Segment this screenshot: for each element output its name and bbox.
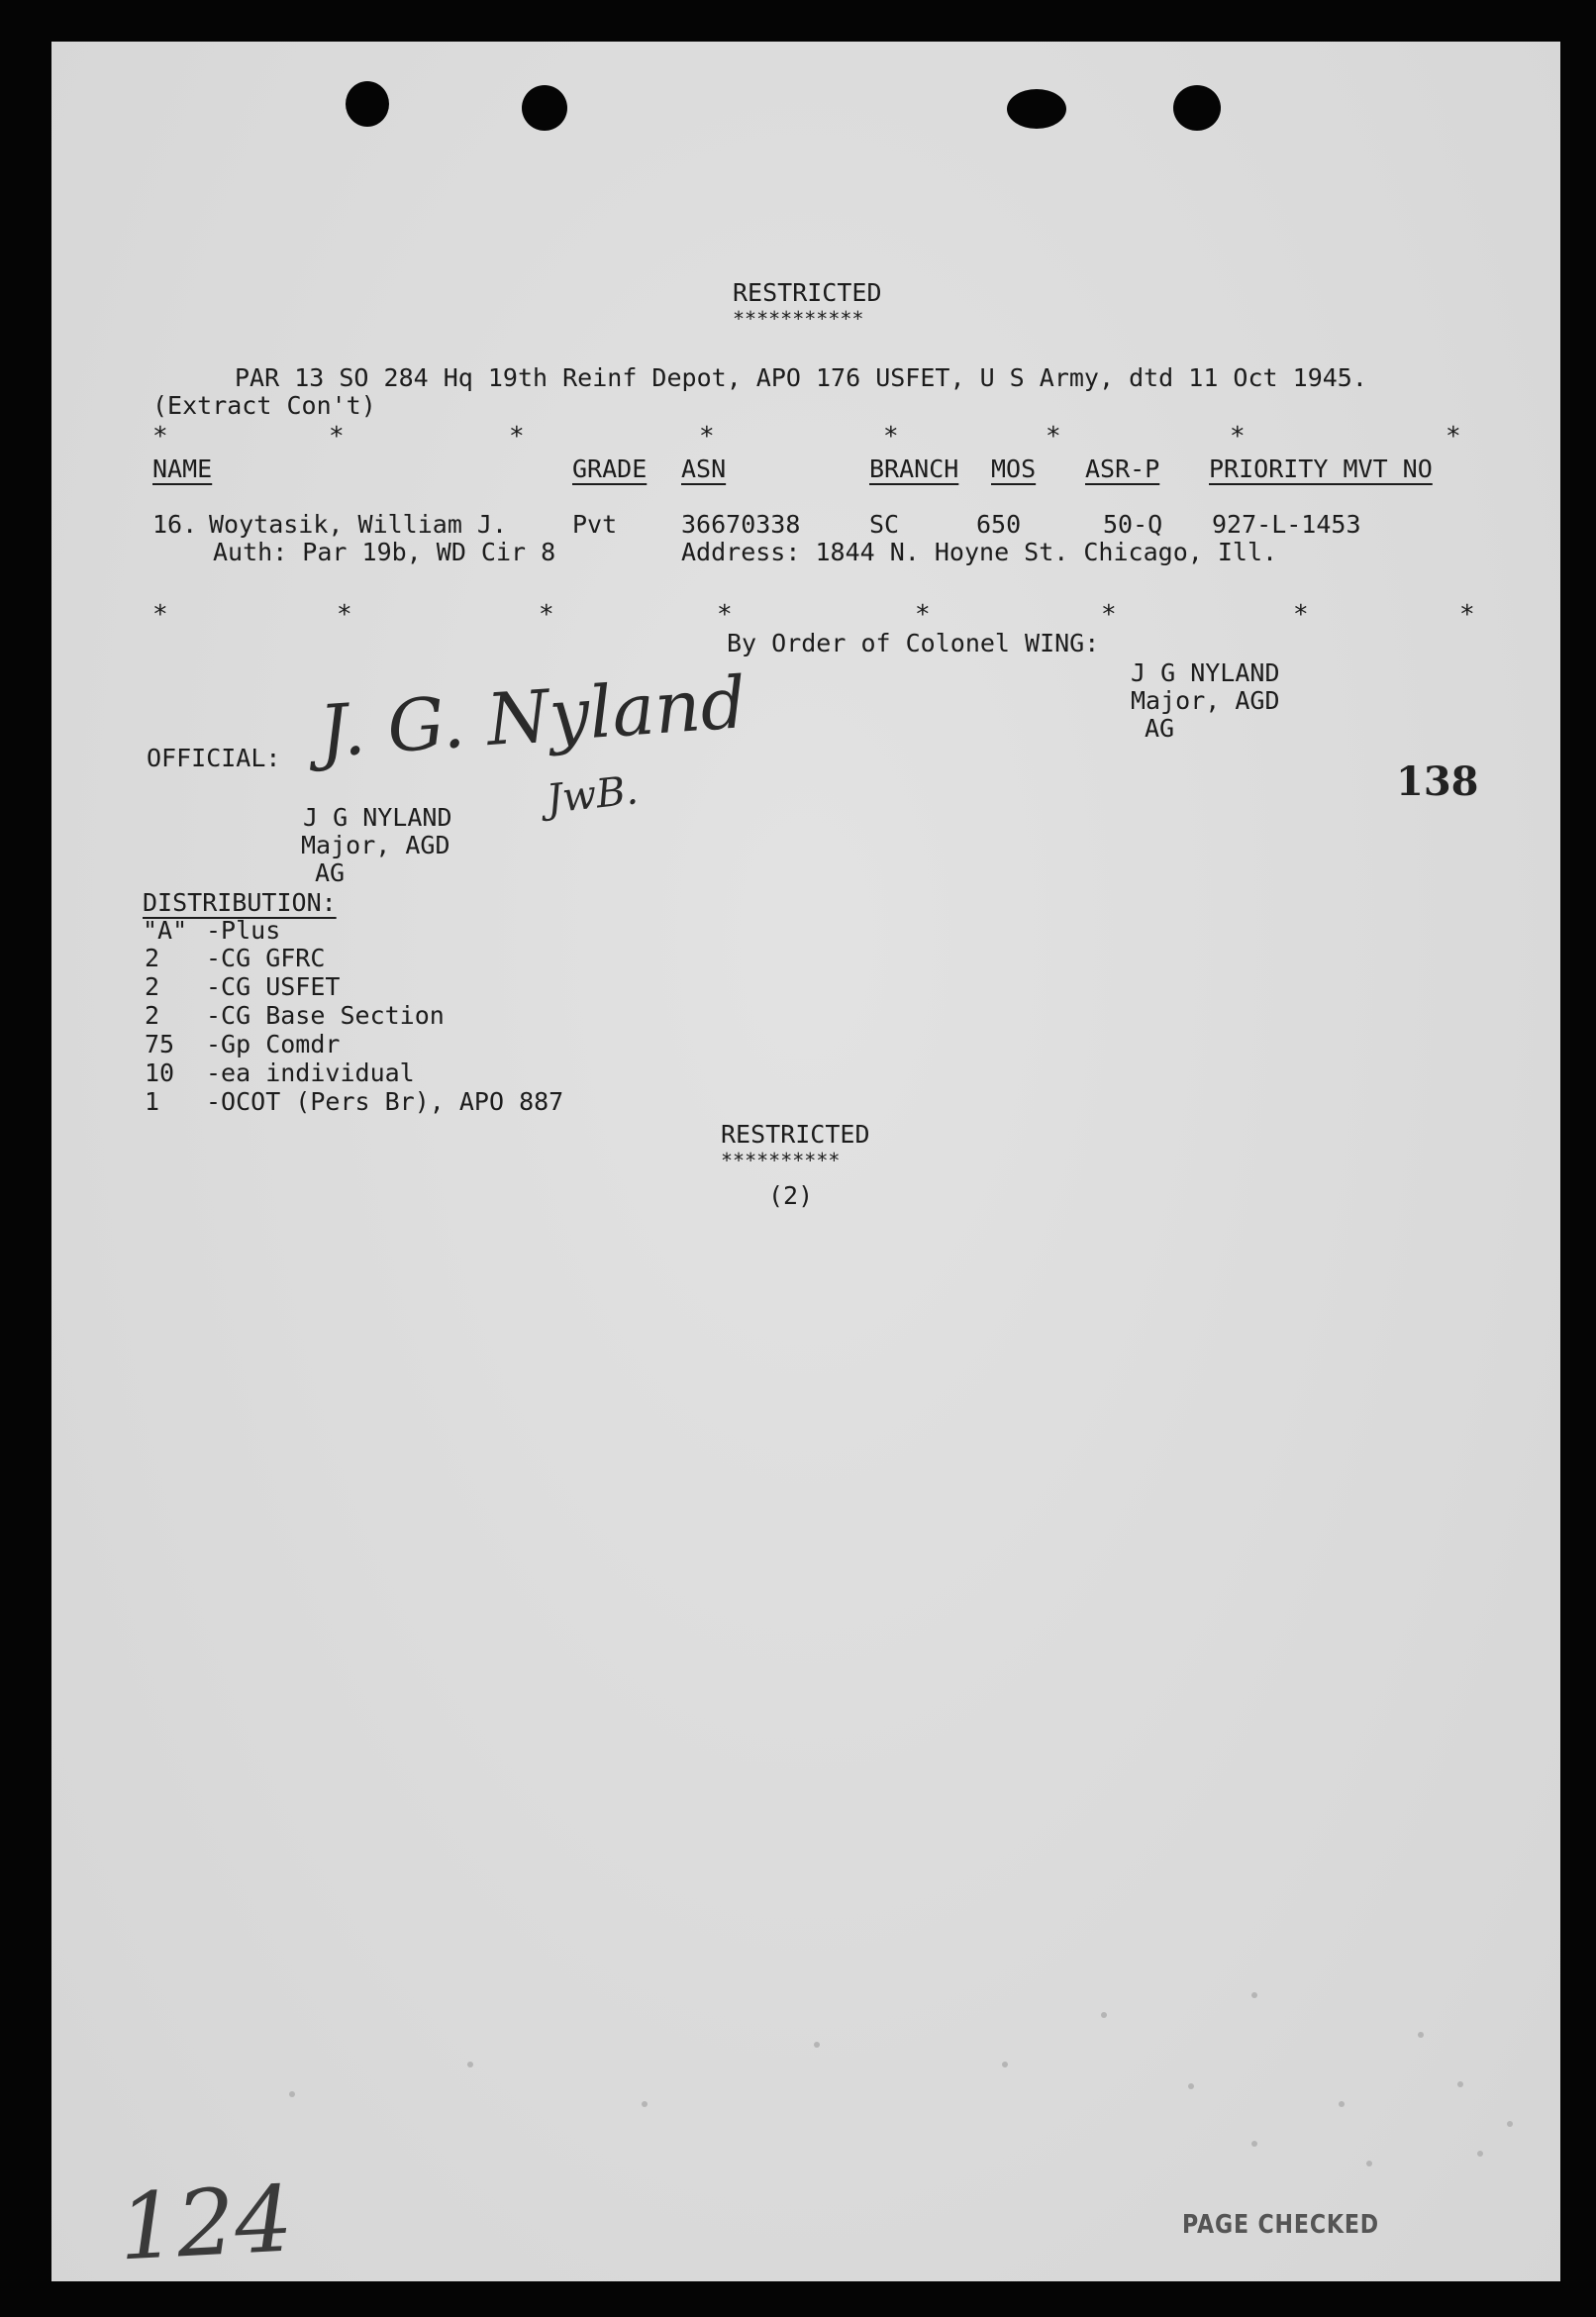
speck [1366, 2161, 1372, 2166]
dist-count: 2 [145, 1001, 160, 1030]
dist-count: 2 [145, 944, 160, 972]
signature: J. G. Nyland [316, 660, 749, 773]
speck [1418, 2032, 1424, 2038]
handwritten-number: 124 [116, 2166, 296, 2281]
asterisk: * [915, 600, 931, 630]
punch-hole [1173, 85, 1221, 131]
row-address: Address: 1844 N. Hoyne St. Chicago, Ill. [681, 538, 1278, 566]
dist-dest: -CG USFET [206, 972, 341, 1001]
dist-count: "A" [143, 916, 188, 945]
speck [814, 2042, 820, 2048]
header-stars: *********** [733, 307, 864, 331]
speck [1101, 2012, 1107, 2018]
header-classification: RESTRICTED [733, 278, 882, 307]
asterisk: * [717, 600, 733, 630]
punch-hole [1007, 89, 1066, 129]
row-asn: 36670338 [681, 510, 801, 539]
order-signer-rank: Major, AGD [1131, 686, 1280, 715]
col-asr-p: ASR-P [1085, 454, 1160, 483]
col-name: NAME [152, 454, 213, 483]
signature-initials: JwB. [544, 767, 641, 823]
speck [1251, 2141, 1257, 2147]
dist-dest: -Plus [206, 916, 281, 945]
row-branch: SC [869, 510, 900, 539]
asterisk: * [699, 422, 715, 452]
asterisk: * [1046, 422, 1061, 452]
dist-dest: -CG GFRC [206, 944, 326, 972]
speck [1507, 2121, 1513, 2127]
asterisk: * [152, 422, 168, 452]
col-branch: BRANCH [869, 454, 959, 483]
dist-count: 2 [145, 972, 160, 1001]
speck [1339, 2101, 1345, 2107]
speck [1477, 2151, 1483, 2157]
official-rank: Major, AGD [301, 831, 450, 859]
by-order-line: By Order of Colonel WING: [727, 629, 1100, 657]
row-number: 16. [152, 510, 198, 539]
dist-dest: -ea individual [206, 1058, 415, 1087]
extract-note: (Extract Con't) [152, 391, 376, 420]
order-signer-title: AG [1145, 714, 1175, 743]
page-checked-stamp: PAGE CHECKED [1182, 2210, 1380, 2240]
document-page [51, 42, 1560, 2281]
punch-hole [346, 81, 389, 127]
footer-classification: RESTRICTED [721, 1120, 870, 1149]
asterisk: * [1446, 422, 1461, 452]
asterisk: * [329, 422, 345, 452]
distribution-heading: DISTRIBUTION: [143, 888, 337, 917]
asterisk: * [1230, 422, 1246, 452]
official-label: OFFICIAL: [147, 744, 281, 772]
punch-hole [522, 85, 567, 131]
speck [1002, 2062, 1008, 2067]
asterisk: * [1101, 600, 1117, 630]
official-name: J G NYLAND [303, 803, 452, 832]
speck [1251, 1992, 1257, 1998]
col-grade: GRADE [572, 454, 648, 483]
speck [467, 2062, 473, 2067]
asterisk: * [1293, 600, 1309, 630]
official-title: AG [315, 858, 346, 887]
asterisk: * [337, 600, 352, 630]
row-priority: 927-L-1453 [1212, 510, 1361, 539]
footer-page: (2) [768, 1181, 814, 1210]
asterisk: * [509, 422, 525, 452]
order-line: PAR 13 SO 284 Hq 19th Reinf Depot, APO 176 USFET, U S Army, dtd 11 Oct 1945. [235, 363, 1367, 392]
row-auth: Auth: Par 19b, WD Cir 8 [213, 538, 556, 566]
row-grade: Pvt [572, 510, 618, 539]
col-priority: PRIORITY MVT NO [1209, 454, 1433, 483]
dist-count: 10 [145, 1058, 175, 1087]
row-mos: 650 [976, 510, 1022, 539]
dist-count: 75 [145, 1030, 175, 1058]
dist-dest: -OCOT (Pers Br), APO 887 [206, 1087, 564, 1116]
speck [1188, 2083, 1194, 2089]
speck [642, 2101, 648, 2107]
speck [289, 2091, 295, 2097]
row-asr-p: 50-Q [1103, 510, 1163, 539]
asterisk: * [1459, 600, 1475, 630]
dist-dest: -Gp Comdr [206, 1030, 341, 1058]
asterisk: * [883, 422, 899, 452]
order-signer-name: J G NYLAND [1131, 658, 1280, 687]
col-asn: ASN [681, 454, 727, 483]
col-mos: MOS [991, 454, 1037, 483]
dist-count: 1 [145, 1087, 160, 1116]
asterisk: * [152, 600, 168, 630]
row-name: Woytasik, William J. [209, 510, 508, 539]
dist-dest: -CG Base Section [206, 1001, 445, 1030]
asterisk: * [539, 600, 554, 630]
page-number: 138 [1396, 758, 1479, 805]
speck [1457, 2081, 1463, 2087]
footer-stars: ********** [721, 1149, 841, 1172]
